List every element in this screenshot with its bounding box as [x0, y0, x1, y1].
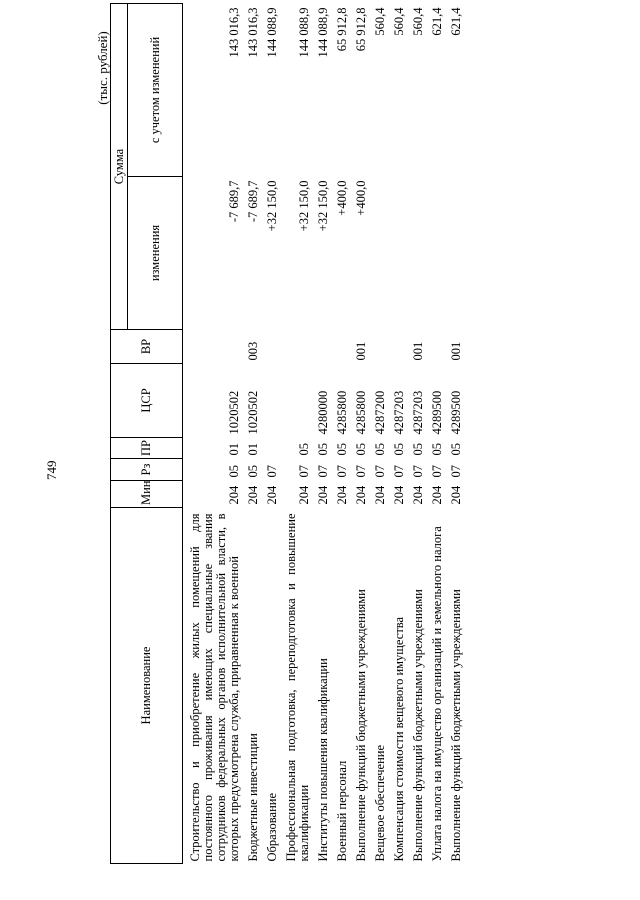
cell-min: 204 — [265, 485, 279, 505]
cell-min: 204 — [449, 485, 463, 505]
header-csr: ЦСР — [111, 364, 183, 438]
cell-vr — [314, 330, 333, 364]
cell-change — [447, 177, 466, 330]
table-row — [314, 4, 333, 864]
cell-csr: 4287200 — [373, 390, 387, 435]
cell-pr — [263, 438, 282, 459]
cell-pr: 05 — [297, 443, 311, 456]
cell-pr: 05 — [354, 443, 368, 456]
cell-csr — [263, 364, 282, 438]
cell-pr: 05 — [373, 443, 387, 456]
cell-csr: 4285800 — [335, 390, 349, 435]
cell-change: +400,0 — [354, 180, 368, 216]
table-row — [244, 4, 263, 864]
cell-vr — [428, 330, 447, 364]
cell-rz: 05 — [227, 465, 241, 478]
cell-pr: 01 — [227, 443, 241, 456]
header-pr: ПР — [111, 438, 183, 459]
table-row — [183, 4, 245, 864]
table-row — [409, 4, 428, 864]
cell-rz: 05 — [246, 465, 260, 478]
table-row — [428, 4, 447, 864]
cell-min: 204 — [411, 485, 425, 505]
cell-csr: 4289500 — [430, 390, 444, 435]
cell-name: Образование — [265, 792, 279, 862]
cell-change — [409, 177, 428, 330]
header-with-change: с учетом изменений — [128, 4, 183, 177]
cell-total: 621,4 — [449, 7, 463, 36]
cell-change: -7 689,7 — [227, 180, 241, 223]
cell-pr: 05 — [335, 443, 349, 456]
cell-vr — [371, 330, 390, 364]
cell-csr: 4289500 — [449, 390, 463, 435]
table-row — [447, 4, 466, 864]
cell-total: 621,4 — [430, 7, 444, 36]
cell-name: Военный персонал — [335, 760, 349, 862]
cell-change — [428, 177, 447, 330]
header-row-1 — [111, 4, 128, 864]
cell-total: 143 016,3 — [227, 7, 241, 58]
cell-name: Выполнение функций бюджетными учреждениями — [354, 589, 368, 862]
cell-min: 204 — [354, 485, 368, 505]
cell-name: Строительство и приобретение жилых помещений для постоянного проживания имеющих специальные звания сотрудников федеральных органов исполнительной власти, в которых предусмотрена служба, приравненная к военной — [188, 513, 241, 862]
cell-total: 560,4 — [392, 7, 406, 36]
cell-pr: 05 — [411, 443, 425, 456]
cell-change — [390, 177, 409, 330]
cell-name: Компенсация стоимости вещевого имущества — [392, 616, 406, 862]
table-row — [263, 4, 282, 864]
units-note: (тыс. рублей) — [95, 31, 110, 105]
budget-table — [110, 3, 466, 864]
cell-total: 560,4 — [411, 7, 425, 36]
cell-csr: 4280000 — [316, 390, 330, 435]
header-min: Мин — [111, 481, 183, 508]
cell-pr: 01 — [246, 443, 260, 456]
cell-name: Институты повышения квалификации — [316, 658, 330, 862]
cell-csr: 4285800 — [354, 390, 368, 435]
cell-min: 204 — [335, 485, 349, 505]
cell-vr — [263, 330, 282, 364]
cell-vr: 001 — [411, 341, 425, 361]
cell-rz: 07 — [449, 465, 463, 478]
header-name: Наименование — [111, 508, 183, 864]
cell-min: 204 — [373, 485, 387, 505]
cell-name: Бюджетные инвестиции — [246, 733, 260, 862]
cell-total: 144 088,9 — [265, 7, 279, 58]
cell-vr — [390, 330, 409, 364]
cell-name: Выполнение функций бюджетными учреждениями — [411, 589, 425, 862]
table-row — [282, 4, 314, 864]
cell-name: Вещевое обеспечение — [373, 745, 387, 862]
cell-vr: 001 — [354, 341, 368, 361]
cell-total: 143 016,3 — [246, 7, 260, 58]
header-sum: Сумма — [111, 4, 128, 330]
cell-min: 204 — [297, 485, 311, 505]
header-rz: Рз — [111, 459, 183, 481]
cell-pr: 05 — [430, 443, 444, 456]
header-vr: ВР — [111, 330, 183, 364]
cell-total: 560,4 — [373, 7, 387, 36]
cell-rz: 07 — [430, 465, 444, 478]
cell-name: Выполнение функций бюджетными учреждениями — [449, 589, 463, 862]
cell-change: -7 689,7 — [246, 180, 260, 223]
cell-csr: 4287203 — [392, 390, 406, 435]
cell-pr: 05 — [449, 443, 463, 456]
header-change: изменения — [128, 177, 183, 330]
cell-rz: 07 — [411, 465, 425, 478]
cell-min: 204 — [227, 485, 241, 505]
cell-vr: 001 — [449, 341, 463, 361]
cell-csr: 1020502 — [227, 390, 241, 435]
table-row — [371, 4, 390, 864]
table-row — [333, 4, 352, 864]
cell-change: +32 150,0 — [316, 180, 330, 232]
cell-name: Профессиональная подготовка, переподготовка и повышение квалификации — [284, 513, 311, 862]
cell-min: 204 — [246, 485, 260, 505]
cell-rz: 07 — [373, 465, 387, 478]
cell-min: 204 — [392, 485, 406, 505]
cell-vr: 003 — [246, 341, 260, 361]
cell-change: +32 150,0 — [265, 180, 279, 232]
table-body — [183, 4, 467, 864]
cell-change: +32 150,0 — [297, 180, 311, 232]
table-row — [390, 4, 409, 864]
budget-table-sheet — [96, 4, 576, 864]
cell-change: +400,0 — [335, 180, 349, 216]
cell-min: 204 — [316, 485, 330, 505]
cell-rz: 07 — [265, 465, 279, 478]
cell-pr: 05 — [392, 443, 406, 456]
cell-vr — [183, 330, 245, 364]
cell-total: 65 912,8 — [354, 7, 368, 52]
cell-vr — [282, 330, 314, 364]
cell-vr — [333, 330, 352, 364]
cell-min: 204 — [430, 485, 444, 505]
cell-rz: 07 — [354, 465, 368, 478]
cell-rz: 07 — [316, 465, 330, 478]
cell-csr — [282, 364, 314, 438]
cell-pr: 05 — [316, 443, 330, 456]
cell-name: Уплата налога на имущество организаций и земельного налога — [430, 526, 444, 862]
table-row — [352, 4, 371, 864]
page-number: 749 — [44, 460, 59, 480]
cell-rz: 07 — [335, 465, 349, 478]
cell-rz: 07 — [297, 465, 311, 478]
cell-csr: 1020502 — [246, 390, 260, 435]
cell-total: 144 088,9 — [316, 7, 330, 58]
cell-total: 65 912,8 — [335, 7, 349, 52]
cell-change — [371, 177, 390, 330]
cell-rz: 07 — [392, 465, 406, 478]
cell-csr: 4287203 — [411, 390, 425, 435]
cell-total: 144 088,9 — [297, 7, 311, 58]
